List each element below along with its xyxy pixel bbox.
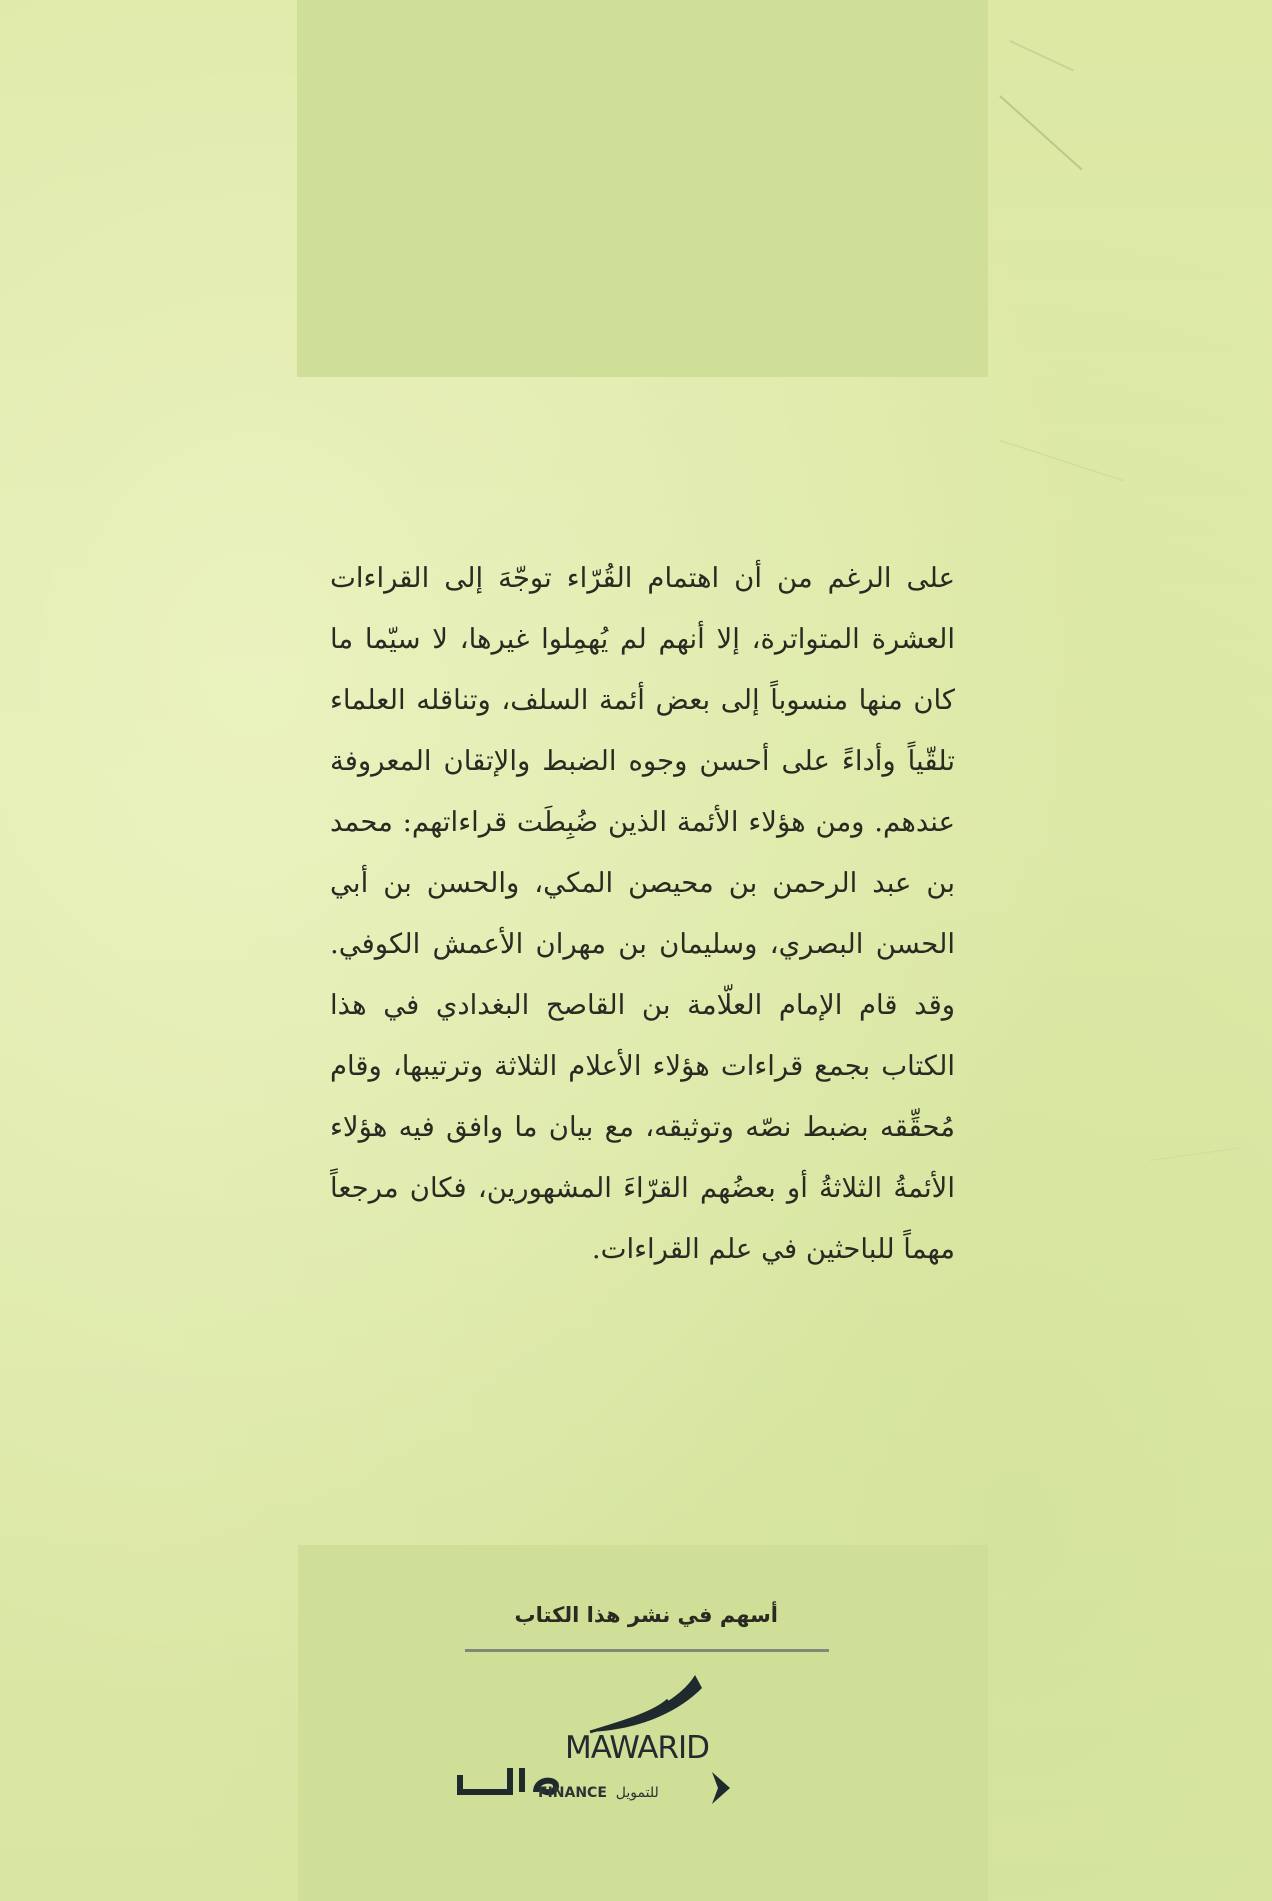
paper-scratch [1150, 1147, 1239, 1161]
paper-scratch [999, 95, 1082, 170]
logo-wordmark: MAWARID [565, 1730, 709, 1766]
back-cover-blurb [330, 548, 955, 1280]
logo-subtitle [538, 1785, 758, 1801]
paper-scratch [1000, 440, 1124, 481]
blurb-paragraph: على الرغم من أن اهتمام القُرّاء توجّهَ إلى القراءات العشرة المتواترة، إلا أنهم لم يُهمِلوا غيرها، لا سيّما ما كان منها منسوباً إلى بعض أئمة السلف، وتناقله العلماء تلقّياً وأداءً على أحسن وجوه الضبط والإتقان المعروفة عندهم. ومن هؤلاء الأئمة الذين ضُبِطَت قراءاتهم: محمد بن عبد الرحمن بن محيصن المكي، والحسن بن أبي الحسن البصري، وسليمان بن مهران الأعمش الكوفي. وقد قام الإمام العلّامة بن القاصح البغدادي في هذا الكتاب بجمع قراءات هؤلاء الأعلام الثلاثة وترتيبها، وقام مُحقِّقه بضبط نصّه وتوثيقه، مع بيان ما وافق فيه هؤلاء الأئمةُ الثلاثةُ أو بعضُهم القرّاءَ المشهورين، فكان مرجعاً مهماً للباحثين في علم القراءات. [330, 562, 955, 1265]
logo-subtitle-arabic: للتمويل [615, 1785, 659, 1801]
top-color-panel [297, 0, 988, 377]
contributor-divider [465, 1649, 829, 1652]
logo-subtitle-latin: FINANCE [538, 1785, 607, 1801]
contributor-heading: أسهم في نشر هذا الكتاب [514, 1603, 778, 1627]
paper-scratch [1010, 40, 1074, 71]
